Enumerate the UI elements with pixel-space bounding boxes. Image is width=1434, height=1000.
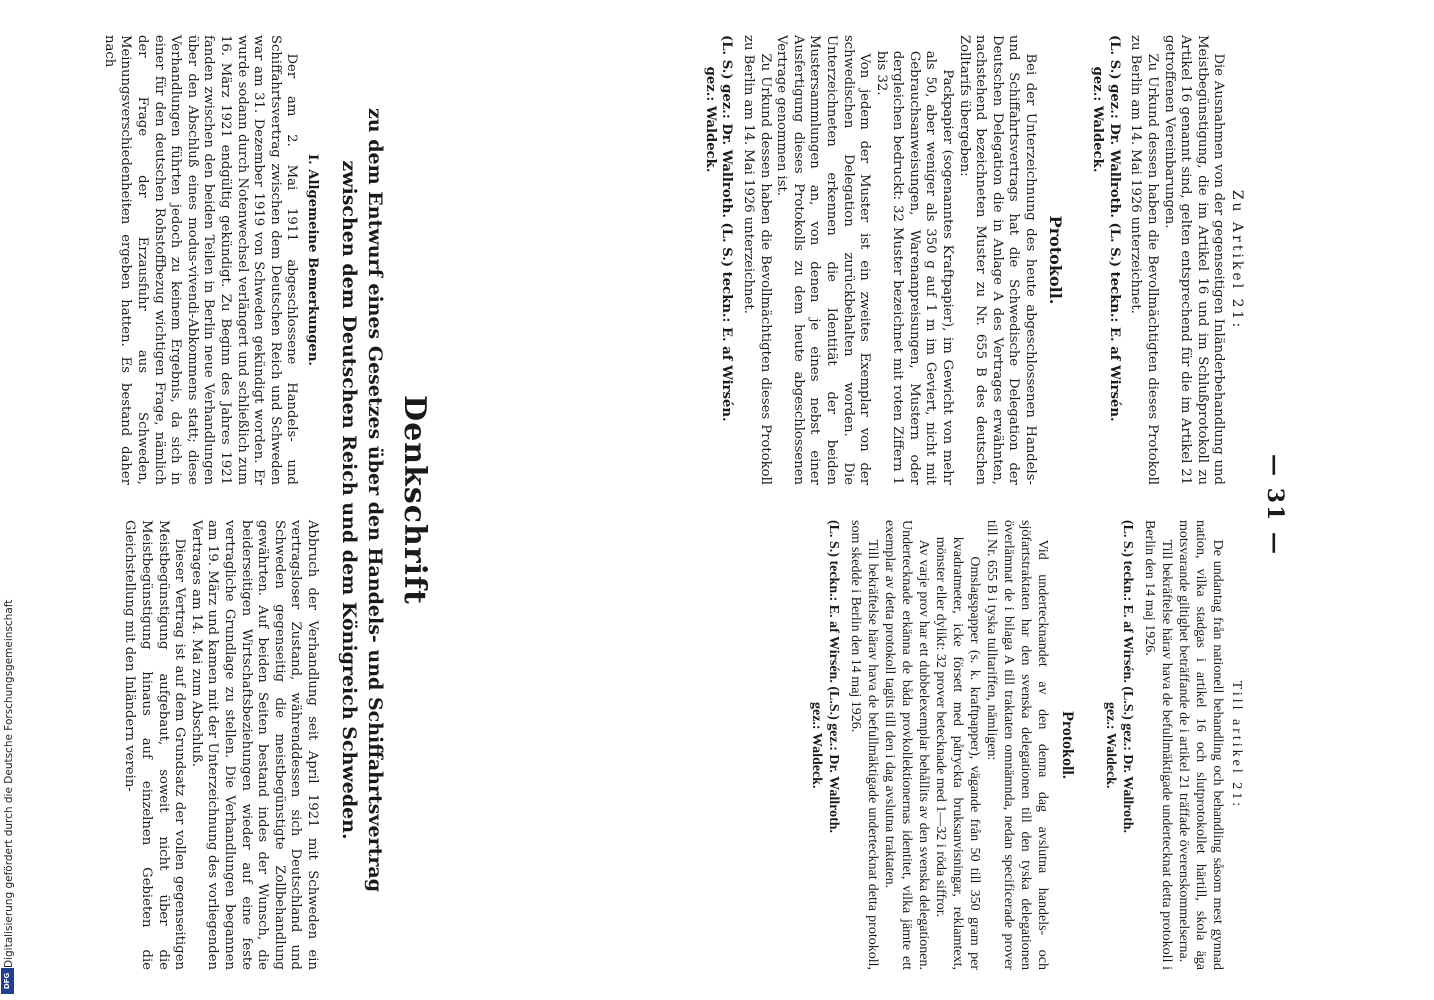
swedish-protocol-paragraph: Omslagspapper (s. k. kraftpapper), vägande från 50 till 350 gram per kvadratmeter, icke försett med påtryckta bruksanvisningar, reklamtext, mönster eller dylikt: 32 prover betecknade med 1—32 i röda siffror. bbox=[933, 536, 982, 970]
swedish-column bbox=[808, 520, 1245, 970]
swedish-article-heading: Till artikel 21: bbox=[1229, 680, 1244, 810]
denkschrift-paragraph: Abbruch der Verhandlung seit April 1921 mit Schweden ein vertragsloser Zustand, währenddessen sich Deutschland und Schweden gegenseitig die meistbegünstigte Zollbehandlung gewährten. Auf beiden Seiten bestand indes der Wunsch, die beiderseitigen Wirtschaftsbeziehungen wieder auf eine feste vertragliche Grundlage zu stellen. Die Verhandlungen begannen am 19. März und kamen mit der Unterzeichnung des vorliegenden Vertrages am 14. Mai zum Abschluß. bbox=[188, 520, 320, 970]
swedish-protocol-paragraph: Till bekräftelse härav hava de befullmäktigade undertecknat detta protokoll, som skedde i Berlin den 14 maj 1926. bbox=[848, 520, 880, 970]
german-signature-line: (L. S.) gez.: Dr. Wallroth. (L. S.) teckn.: E. af Wirsén. bbox=[719, 35, 735, 422]
swedish-signature-line: (L. S.) teckn.: E. af Wirsén. (L.S.) gez.: Dr. Wallroth. bbox=[826, 520, 841, 834]
denkschrift-subtitle-line: zu dem Entwurf eines Gesetzes über den Handels- und Schiffahrtsvertrag bbox=[364, 108, 386, 892]
german-protocol-paragraph: Packpapier (sogenanntes Kraftpapier), im Gewicht von mehr als 50, aber weniger als 350 g auf 1 m im Geviert, nicht mit Gebrauchsanweisungen, Warenanpreisungen, Mustern oder dergleichen bedruckt: 32 Muster bezeichnet mit roten Ziffern 1 bis 32. bbox=[873, 50, 956, 485]
denkschrift-title: Denkschrift bbox=[397, 395, 432, 605]
german-article-paragraph: Die Ausnahmen von der gegenseitigen Inländerbehandlung und Meistbegünstigung, die im Artikel 16 und im Schlußprotokoll zu Artikel 16 genannt sind, gelten entsprechend für die im Artikel 21 getroffenen Vereinbarungen. bbox=[1161, 35, 1227, 485]
swedish-article-paragraph: De undantag från nationell behandling och behandling såsom mest gynnad nation, vilka stadgas i artikel 16 och slutprotokollet härtill, skola äga motsvarande giltighet beträffande de i artikel 21 träffade överenskommelserna. bbox=[1176, 520, 1225, 970]
german-column bbox=[701, 35, 1245, 485]
german-protocol-heading: Protokoll. bbox=[1045, 215, 1065, 305]
denkschrift-left-column bbox=[100, 35, 320, 485]
dfg-logo-text: DFG bbox=[3, 972, 12, 990]
swedish-signature-line: gez.: Waldeck. bbox=[809, 702, 824, 789]
swedish-protocol-heading: Protokoll. bbox=[1059, 711, 1076, 779]
german-signature-line: (L. S.) gez.: Dr. Wallroth. (L. S.) teckn.: E. af Wirsén. bbox=[1106, 35, 1122, 422]
german-protocol-paragraph: Bei der Unterzeichnung des heute abgeschlossenen Handels- und Schiffahrtsvertrags hat die Schwedische Delegation der Deutschen Delegation die in Anlage A des Vertrages erwähnten, nachstehend bezeichneten Muster zu Nr. 655 B des deutschen Zolltarifs übergeben: bbox=[956, 35, 1039, 485]
german-article-paragraph: Zu Urkund dessen haben die Bevollmächtigten dieses Protokoll zu Berlin am 14. Mai 1926 unterzeichnet. bbox=[1128, 35, 1161, 485]
swedish-signature-block bbox=[808, 520, 842, 970]
denkschrift-subtitle bbox=[336, 0, 388, 1000]
german-protocol-paragraph: Von jedem der Muster ist ein zweites Exemplar von der schwedischen Delegation zurückbehalten worden. Die Unterzeichneten erkennen die Identität der beiden Mustersammlungen an, von denen je eines nebst einer Ausfertigung dieses Protokolls zu dem heute abgeschlossenen Vertrage genommen ist. bbox=[774, 35, 873, 485]
german-signature-line: gez.: Waldeck. bbox=[1090, 66, 1106, 173]
german-signature-block bbox=[701, 35, 734, 485]
footer-funding-note: Digitalisierung gefördert durch die Deutsche Forschungsgemeinschaft bbox=[3, 599, 15, 968]
denkschrift-paragraph: Dieser Vertrag ist auf dem Grundsatz der vollen gegenseitigen Meistbegünstigung aufgebaut, soweit nicht über die Meistbegünstigung hinaus auf einzelnen Gebieten die Gleichstellung mit den Inländern verein- bbox=[122, 520, 188, 970]
swedish-protocol-paragraph: Av varje prov har ett dubbelexemplar behållits av den svenska delegationen. Undertecknade erkänna de båda provkollektionernas identitet, vilka jämte ett exemplar av detta protokoll tagits till den i dag avslutna traktaten. bbox=[882, 520, 931, 970]
german-article-heading: Zu Artikel 21: bbox=[1229, 189, 1245, 331]
swedish-article-paragraph: Till bekräftelse härav hava de befullmäktigade undertecknat detta protokoll i Berlin den 14 maj 1926. bbox=[1142, 520, 1174, 970]
section-heading: I. Allgemeine Bemerkungen. bbox=[305, 153, 320, 367]
denkschrift-right-column bbox=[121, 520, 320, 970]
swedish-signature-block bbox=[1102, 520, 1136, 970]
german-protocol-paragraph: Zu Urkund dessen haben die Bevollmächtigten dieses Protokoll zu Berlin am 14. Mai 1926 unterzeichnet. bbox=[740, 35, 773, 485]
denkschrift-paragraph: Der am 2. Mai 1911 abgeschlossene Handels- und Schiffahrtsvertrag zwischen dem Deutschen Reich und Schweden war am 31. Dezember 1919 von Schweden gekündigt worden. Er wurde sodann durch Notenwechsel verlängert und schließlich zum 16. März 1921 endgültig gekündigt. Zu Beginn des Jahres 1921 fanden zwischen den beiden Teilen in Berlin neue Verhandlungen über den Abschluß eines modus-vivendi-Abkommens statt; diese Verhandlungen führten jedoch zu keinem Ergebnis, da sich in einer für den deutschen Rohstoffbezug wichtigen Frage, nämlich der Frage der Erzausfuhr aus Schweden, Meinungsverschiedenheiten ergeben hatten. Es bestand daher nach bbox=[101, 35, 300, 485]
swedish-signature-line: gez.: Waldeck. bbox=[1103, 702, 1118, 789]
german-signature-block bbox=[1089, 35, 1122, 485]
swedish-protocol-paragraph: Vid undertecknandet av den denna dag avslutna handels- och sjöfartstraktaten har den svenska delegationen till den tyska delegationen överlämnat de i bilaga A till traktaten omnämnda, nedan specificerade prover till Nr. 655 B i tyska tulltariffen, nämligen: bbox=[984, 520, 1050, 970]
denkschrift-subtitle-line: zwischen dem Deutschen Reich und dem Königreich Schweden. bbox=[338, 160, 360, 840]
german-signature-line: gez.: Waldeck. bbox=[702, 66, 718, 173]
swedish-signature-line: (L. S.) teckn.: E. af Wirsén. (L.S.) gez.: Dr. Wallroth. bbox=[1120, 520, 1135, 834]
page-number: — 31 — bbox=[1262, 454, 1288, 556]
